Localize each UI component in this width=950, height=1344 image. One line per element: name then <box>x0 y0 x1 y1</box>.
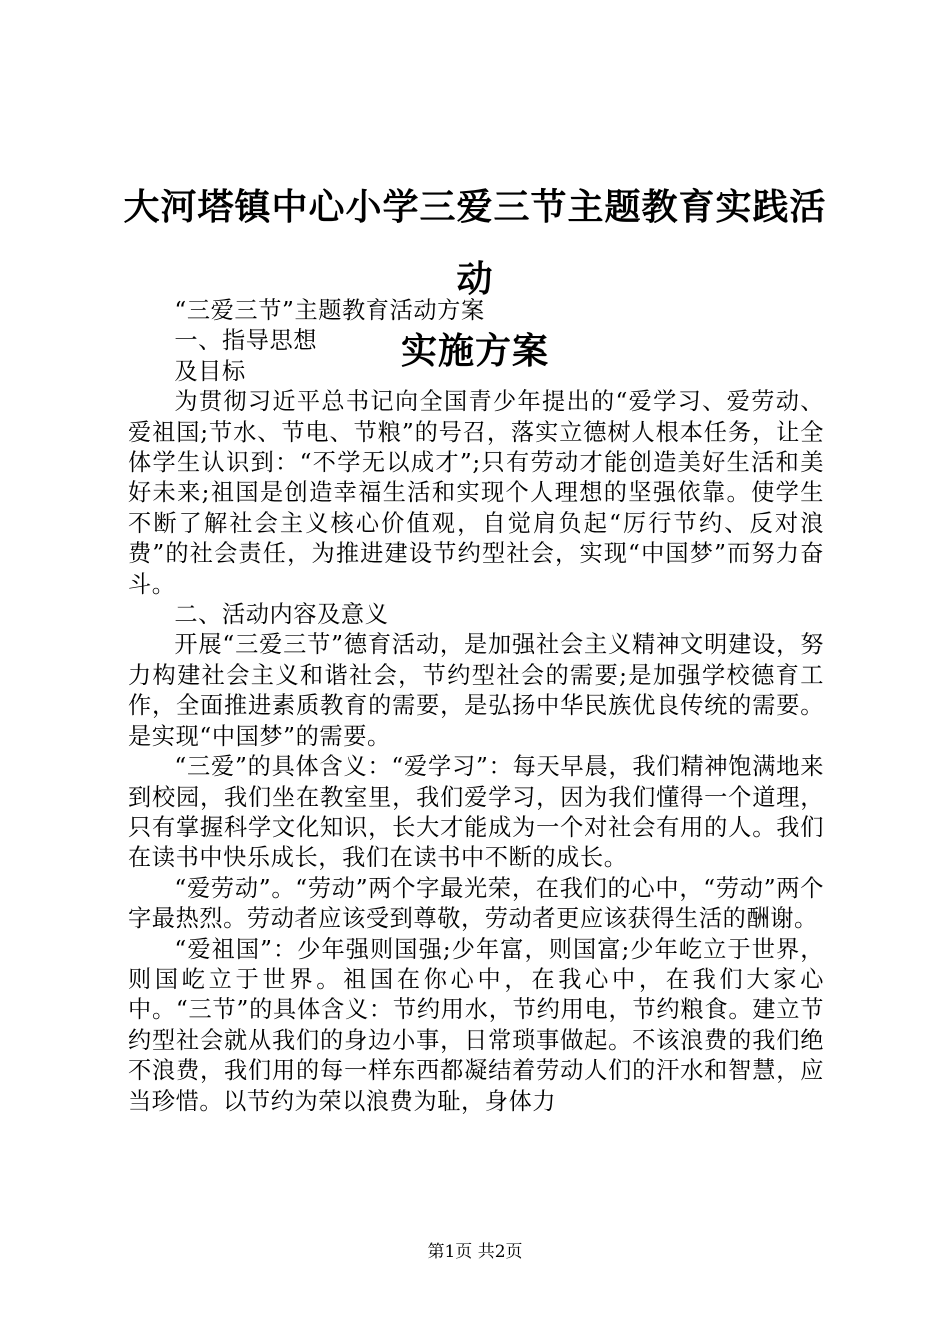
paragraph-significance: 开展“三爱三节”德育活动，是加强社会主义精神文明建设，努力构建社会主义和谐社会，节约型社会的需要;是加强学校德育工作，全面推进素质教育的需要，是弘扬中华民族优良传统的需要。是实现“中国梦”的需要。 <box>128 631 824 750</box>
heading-guiding-ideology: 一、指导思想 <box>174 327 318 355</box>
paragraph-love-country: “爱祖国”：少年强则国强;少年富，则国富;少年屹立于世界，则国屹立于世界。祖国在你心中，在我心中，在我们大家心中。“三节”的具体含义：节约用水，节约用电，节约粮食。建立节约型社会就从我们的身边小事，日常琐事做起。不该浪费的我们绝不浪费，我们用的每一样东西都凝结着劳动人们的汗水和智慧，应当珍惜。以节约为荣以浪费为耻，身体力 <box>128 935 824 1115</box>
heading-goals: 及目标 <box>174 357 246 385</box>
title-line-1: 大河塔镇中心小学三爱三节主题教育实践活动 <box>123 187 827 300</box>
paragraph-love-learning: “三爱”的具体含义：“爱学习”：每天早晨，我们精神饱满地来到校园，我们坐在教室里，我们爱学习，因为我们懂得一个道理，只有掌握科学文化知识，长大才能成为一个对社会有用的人。我们在读书中快乐成长，我们在读书中不断的成长。 <box>128 753 824 872</box>
page-footer: 第1页 共2页 <box>427 1242 523 1262</box>
paragraph-love-labor: “爱劳动”。“劳动”两个字最光荣，在我们的心中，“劳动”两个字最热烈。劳动者应该受到尊敬，劳动者更应该获得生活的酬谢。 <box>128 874 824 933</box>
heading-activity-content: 二、活动内容及意义 <box>174 601 389 629</box>
paragraph-goals: 为贯彻习近平总书记向全国青少年提出的“爱学习、爱劳动、爱祖国;节水、节电、节粮”的号召，落实立德树人根本任务，让全体学生认识到：“不学无以成才”;只有劳动才能创造美好生活和美好未来;祖国是创造幸福生活和实现个人理想的坚强依靠。使学生不断了解社会主义核心价值观，自觉肩负起“厉行节约、反对浪费”的社会责任，为推进建设节约型社会，实现“中国梦”而努力奋斗。 <box>128 388 824 598</box>
paragraph-plan-title: “三爱三节”主题教育活动方案 <box>174 297 485 324</box>
title-line-2: 实施方案 <box>400 331 549 372</box>
document-body <box>128 296 824 1117</box>
